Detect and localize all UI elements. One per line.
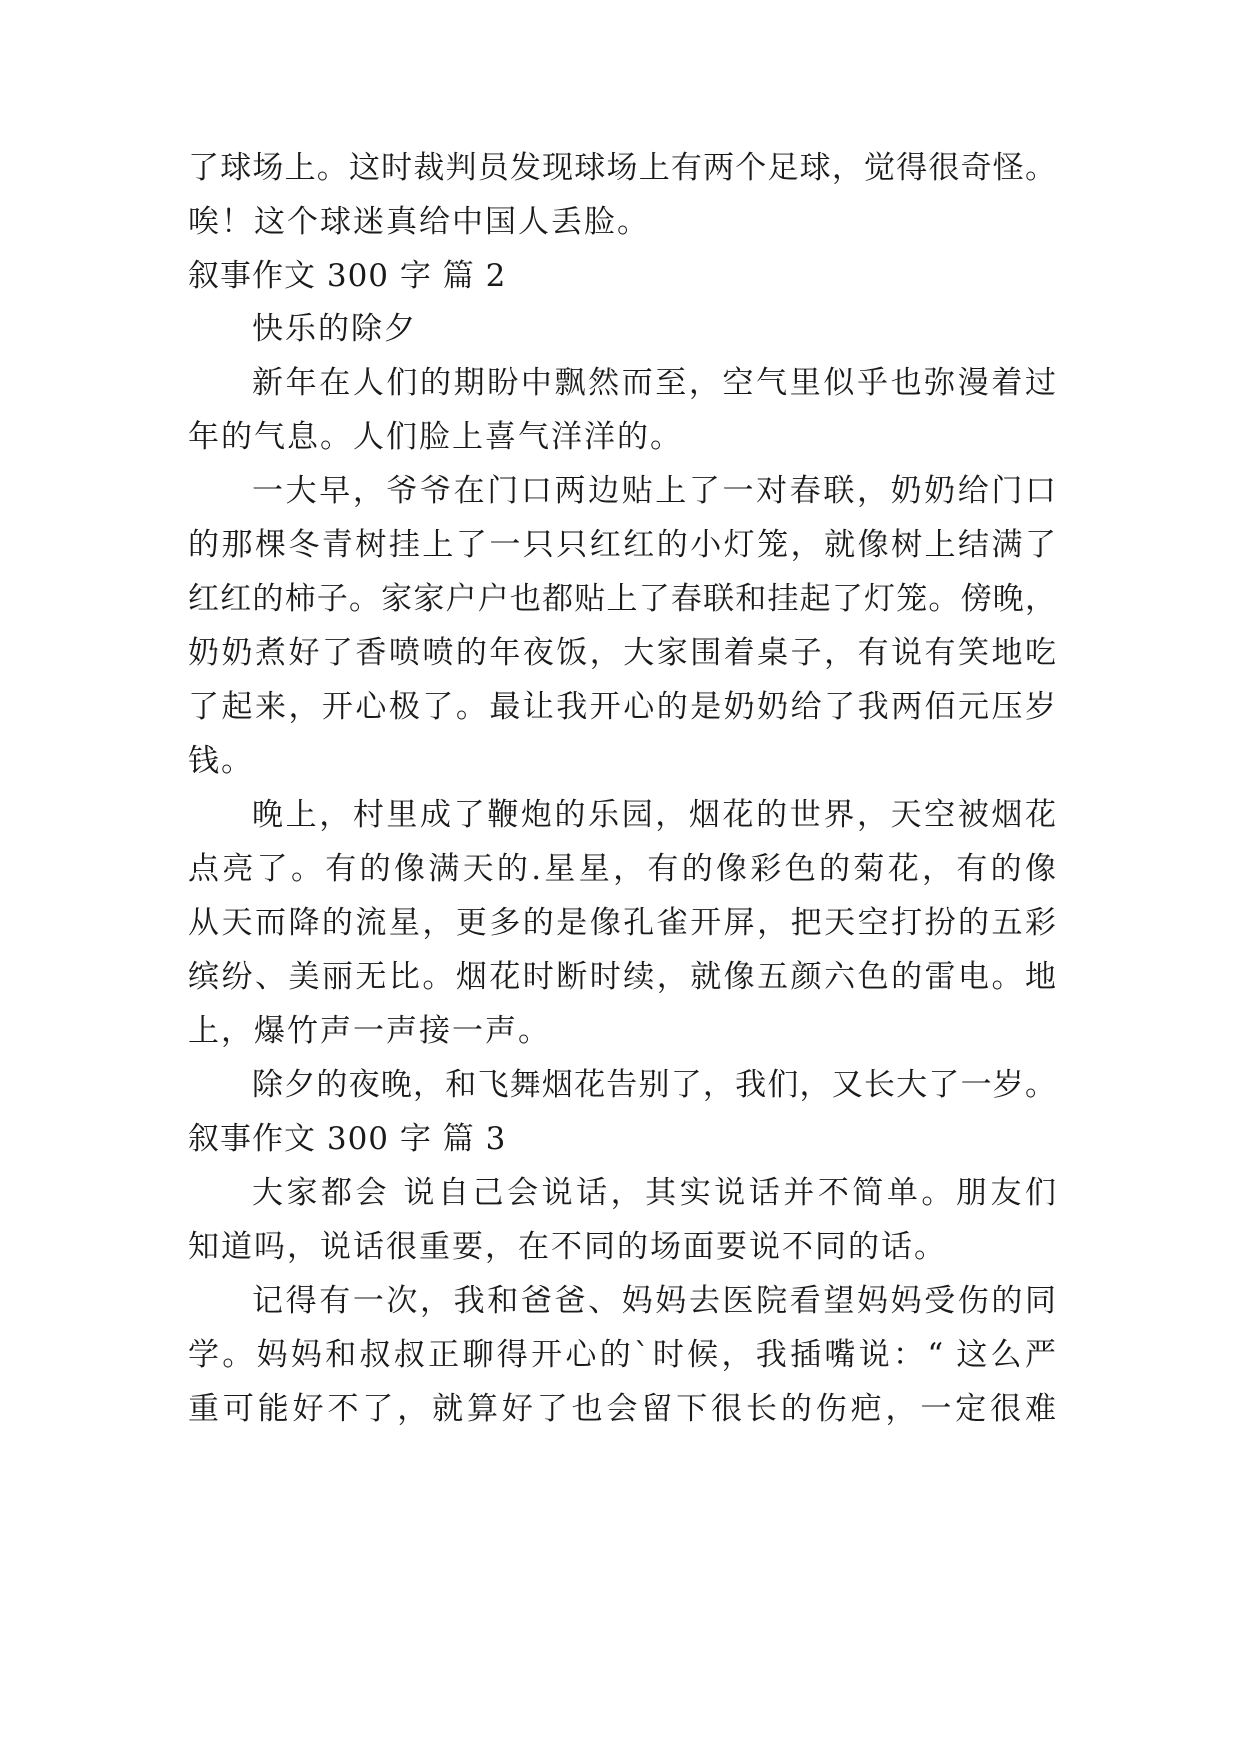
text-line: 知道吗，说话很重要，在不同的场面要说不同的话。 bbox=[188, 1229, 947, 1265]
section-heading: 叙事作文 300 字 篇 3 bbox=[188, 1121, 507, 1157]
section-heading: 叙事作文 300 字 篇 2 bbox=[188, 258, 507, 294]
text-line: 红红的柿子。家家户户也都贴上了春联和挂起了灯笼。傍晚， bbox=[188, 581, 1056, 617]
text-line: 奶奶煮好了香喷喷的年夜饭，大家围着桌子，有说有笑地吃 bbox=[188, 635, 1056, 671]
text-line: 记得有一次，我和爸爸、妈妈去医院看望妈妈受伤的同 bbox=[252, 1283, 1056, 1319]
text-line: 了起来，开心极了。最让我开心的是奶奶给了我两佰元压岁 bbox=[188, 689, 1056, 725]
text-line: 的那棵冬青树挂上了一只只红红的小灯笼，就像树上结满了 bbox=[188, 527, 1056, 563]
text-line: 年的气息。人们脸上喜气洋洋的。 bbox=[188, 419, 683, 455]
text-line: 除夕的夜晚，和飞舞烟花告别了，我们，又长大了一岁。 bbox=[252, 1067, 1056, 1103]
text-line: 学。妈妈和叔叔正聊得开心的`时候，我插嘴说：“ 这么严 bbox=[188, 1337, 1056, 1373]
text-line: 新年在人们的期盼中飘然而至，空气里似乎也弥漫着过 bbox=[252, 365, 1056, 401]
story-title: 快乐的除夕 bbox=[252, 311, 417, 347]
text-line: 钱。 bbox=[188, 743, 254, 779]
text-line: 大家都会 说自己会说话，其实说话并不简单。朋友们 bbox=[252, 1175, 1056, 1211]
text-line: 一大早，爷爷在门口两边贴上了一对春联，奶奶给门口 bbox=[252, 473, 1056, 509]
text-line: 了球场上。这时裁判员发现球场上有两个足球，觉得很奇怪。 bbox=[188, 150, 1056, 186]
text-line: 缤纷、美丽无比。烟花时断时续，就像五颜六色的雷电。地 bbox=[188, 959, 1056, 995]
text-line: 点亮了。有的像满天的.星星，有的像彩色的菊花，有的像 bbox=[188, 851, 1056, 887]
text-line: 唉！这个球迷真给中国人丢脸。 bbox=[188, 204, 650, 240]
text-line: 晚上，村里成了鞭炮的乐园，烟花的世界，天空被烟花 bbox=[252, 797, 1056, 833]
text-line: 从天而降的流星，更多的是像孔雀开屏，把天空打扮的五彩 bbox=[188, 905, 1056, 941]
text-line: 重可能好不了，就算好了也会留下很长的伤疤，一定很难 bbox=[188, 1391, 1056, 1427]
text-line: 上，爆竹声一声接一声。 bbox=[188, 1013, 551, 1049]
